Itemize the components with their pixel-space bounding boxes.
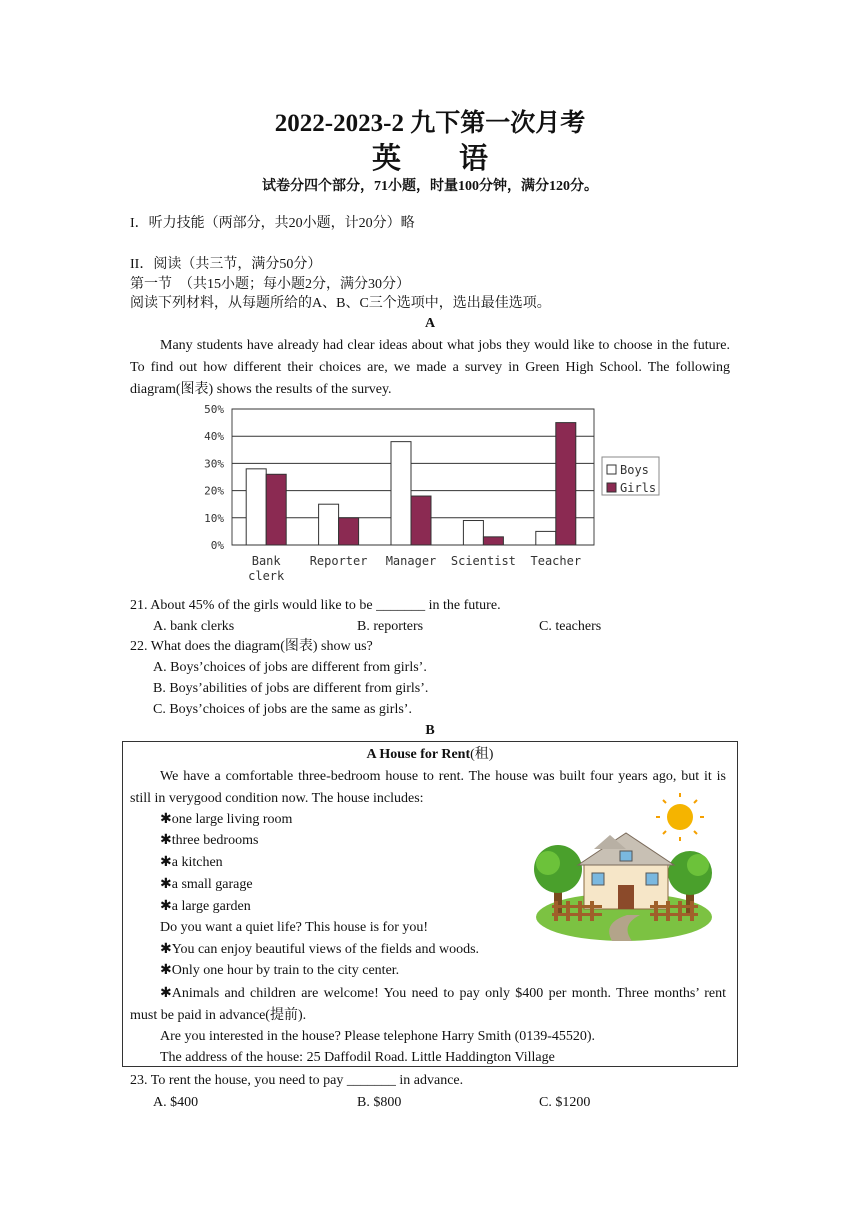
- bar-boys-bank-clerk: [246, 469, 266, 545]
- rent-address-line: The address of the house: 25 Daffodil Road. Little Haddington Village: [160, 1050, 555, 1065]
- q21-option-a: A. bank clerks: [153, 619, 235, 634]
- rent-contact-line: Are you interested in the house? Please telephone Harry Smith (0139-45520).: [160, 1029, 596, 1044]
- y-tick-label: 50%: [204, 403, 224, 416]
- bar-boys-teacher: [536, 531, 556, 545]
- section-listening: I．听力技能（两部分，共20小题，计20分）略: [130, 216, 415, 231]
- bar-girls-manager: [411, 496, 431, 545]
- bar-boys-manager: [391, 442, 411, 545]
- rent-quiet-line: Do you want a quiet life? This house is for you!: [160, 920, 429, 935]
- exam-title: 2022-2023-2 九下第一次月考: [274, 110, 586, 137]
- house-icon: [578, 833, 674, 909]
- x-tick-label: Bank: [251, 554, 281, 568]
- q21-option-c: C. teachers: [539, 619, 602, 634]
- rent-item-bedrooms: ✱three bedrooms: [160, 833, 259, 848]
- q23-option-a: A. $400: [153, 1095, 199, 1110]
- y-tick-label: 40%: [204, 430, 224, 444]
- passage-a-text: Many students have already had clear ideas about what jobs they would like to choose in the future. To find out how different their choices are, we made a survey in Green High School. The following diagram(图表) shows the results of the survey.: [130, 338, 730, 397]
- section-reading-title: II．阅读（共三节，满分50分）: [130, 257, 322, 272]
- passage-a-letter: A: [424, 316, 436, 331]
- q21-stem: 21. About 45% of the girls would like to be _______ in the future.: [130, 598, 501, 613]
- y-tick-label: 20%: [204, 484, 224, 498]
- rent-views-line: ✱You can enjoy beautiful views of the fields and woods.: [160, 942, 480, 957]
- y-tick-label: 30%: [204, 457, 224, 471]
- x-tick-label: clerk: [248, 569, 285, 583]
- legend-label-girls: Girls: [620, 481, 657, 495]
- survey-chart-svg: [196, 402, 666, 588]
- rent-train-line: ✱Only one hour by train to the city center.: [160, 963, 400, 978]
- section-reading-part: 第一节 （共15小题；每小题2分，满分30分）: [130, 277, 410, 292]
- bar-girls-scientist: [483, 537, 503, 545]
- q21-option-b: B. reporters: [357, 619, 424, 634]
- bar-girls-bank-clerk: [266, 474, 286, 545]
- q23-stem: 23. To rent the house, you need to pay _______ in advance.: [130, 1073, 464, 1088]
- y-tick-label: 10%: [204, 511, 224, 525]
- subject-title: 英 语: [371, 143, 488, 175]
- rent-item-garage: ✱a small garage: [160, 877, 253, 892]
- house-illustration: [532, 793, 718, 945]
- legend-swatch-girls: [607, 483, 616, 492]
- q23-option-b: B. $800: [357, 1095, 402, 1110]
- bar-girls-reporter: [339, 518, 359, 545]
- rent-ad-title-note: (租): [470, 747, 494, 762]
- house-illustration-svg: [532, 793, 718, 945]
- q22-option-c: C. Boys’choices of jobs are the same as girls’.: [153, 702, 412, 717]
- x-tick-label: Scientist: [450, 554, 516, 568]
- bar-boys-scientist: [463, 521, 483, 545]
- legend-swatch-boys: [607, 465, 616, 474]
- q22-stem: 22. What does the diagram(图表) show us?: [130, 639, 373, 654]
- bar-boys-reporter: [319, 504, 339, 545]
- section-reading-instruction: 阅读下列材料，从每题所给的A、B、C三个选项中，选出最佳选项。: [130, 296, 551, 311]
- passage-b-letter: B: [425, 723, 435, 738]
- rent-item-living-room: ✱one large living room: [160, 812, 293, 827]
- rent-item-garden: ✱a large garden: [160, 899, 251, 914]
- rent-animals-line: ✱Animals and children are welcome! You need to pay only $400 per month. Three months’ rent must be paid in advance(提前).: [130, 986, 726, 1023]
- x-tick-label: Manager: [385, 554, 437, 568]
- legend-label-boys: Boys: [620, 463, 649, 477]
- sun-icon: [656, 793, 704, 841]
- x-tick-label: Teacher: [530, 554, 582, 568]
- y-tick-label: 0%: [210, 539, 224, 552]
- q23-option-c: C. $1200: [539, 1095, 591, 1110]
- bar-girls-teacher: [556, 423, 576, 545]
- rent-ad-title: A House for Rent: [366, 747, 471, 762]
- exam-info: 试卷分四个部分，71小题，时量100分钟，满分120分。: [262, 179, 598, 194]
- rent-item-kitchen: ✱a kitchen: [160, 855, 223, 870]
- x-tick-label: Reporter: [309, 554, 368, 568]
- survey-chart: [196, 402, 666, 588]
- rent-ad-intro: We have a comfortable three-bedroom house to rent. The house was built four years ago, but it is still in verygood condition now. The house includes:: [130, 769, 726, 806]
- q22-option-b: B. Boys’abilities of jobs are different from girls’.: [153, 681, 429, 696]
- rent-ad-title-line: [0, 745, 860, 765]
- q22-option-a: A. Boys’choices of jobs are different from girls’.: [153, 660, 427, 675]
